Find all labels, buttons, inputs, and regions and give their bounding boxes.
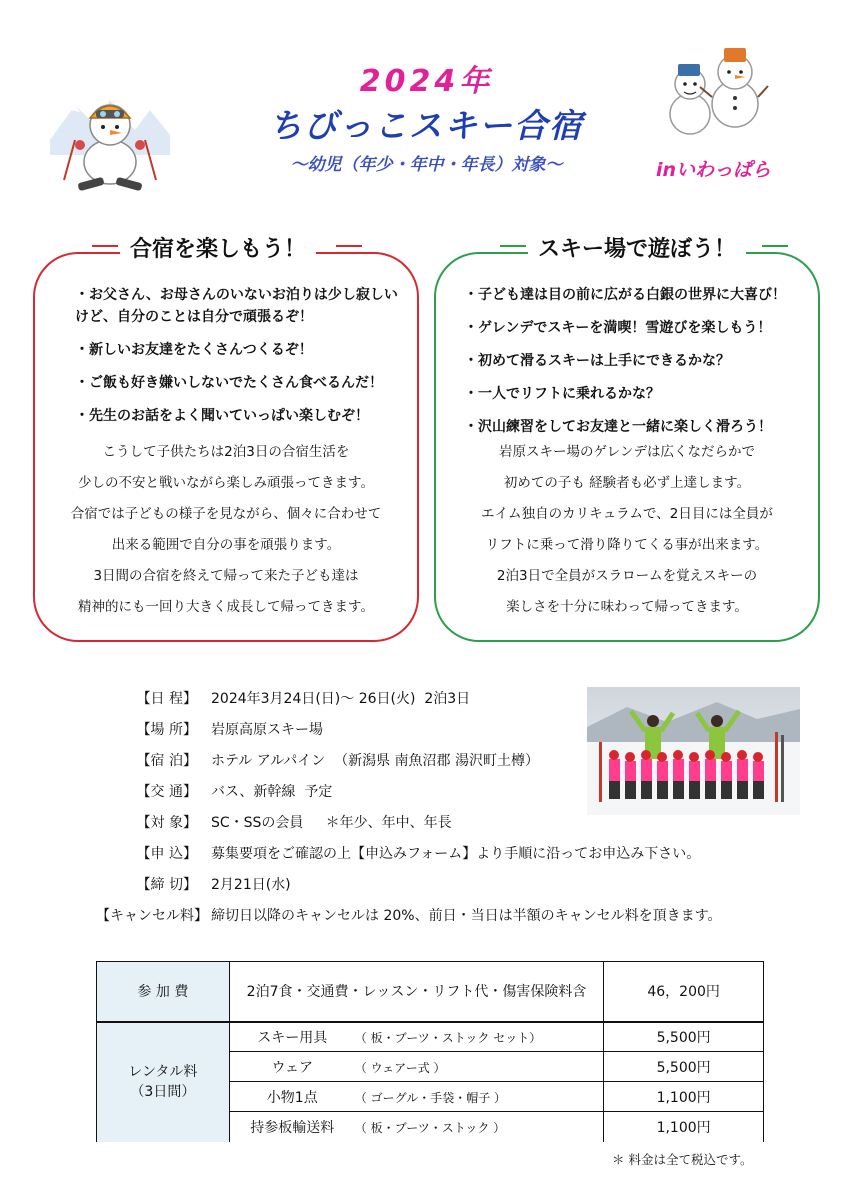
rental-item-price: 1,100円	[604, 1112, 764, 1142]
bullet-item: ・初めて滑るスキーは上手にできるかな？	[464, 353, 730, 369]
bullet-item: ・先生のお話をよく聞いていっぱい楽しむぞ！	[75, 408, 369, 424]
info-value: ホテル アルパイン （新潟県 南魚沼郡 湯沢町土樽）	[211, 752, 540, 769]
rental-item	[229, 1022, 603, 1052]
info-value: 2024年3月24日(日)～ 26日(火) 2泊3日	[211, 690, 471, 707]
rental-item-note: （ ゴーグル・手袋・帽子 ）	[354, 1090, 507, 1105]
bullet-item: ・一人でリフトに乗れるかな？	[464, 386, 660, 402]
info-label: 【宿 泊】	[136, 752, 197, 769]
paragraph-line: こうして子供たちは2泊3日の合宿生活を	[102, 444, 350, 460]
rental-item-price: 5,500円	[604, 1052, 764, 1082]
info-value: 岩原高原スキー場	[211, 721, 323, 738]
paragraph-line: 出来る範囲で自分の事を頑張ります。	[111, 537, 341, 553]
info-row	[96, 899, 796, 930]
rental-label-line: レンタル料	[128, 1064, 198, 1080]
rental-item-note: （ ウェアー式 ）	[354, 1060, 446, 1075]
bullet-item: ・ご飯も好き嫌いしないでたくさん食べるんだ！	[75, 375, 383, 391]
rental-label-line: （3日間）	[130, 1084, 196, 1100]
bullet-item: ・ゲレンデでスキーを満喫！雪遊びを楽しもう！	[464, 320, 772, 336]
ski-play-bullets	[464, 284, 809, 449]
table-row	[97, 1022, 764, 1052]
right-title-dash	[762, 245, 788, 247]
paragraph-line: エイム独自のカリキュラムで、2日目には全員が	[481, 506, 773, 522]
info-value: 2月21日(水)	[211, 876, 291, 893]
left-title-dash	[336, 245, 362, 247]
paragraph-line: 岩原スキー場のゲレンデは広くなだらかで	[499, 444, 755, 460]
enjoy-camp-bullets	[75, 284, 412, 438]
paragraph-line: 精神的にも一回り大きく成長して帰ってきます。	[78, 599, 374, 615]
info-label: 【申 込】	[136, 845, 197, 862]
ski-play-paragraph	[446, 437, 808, 623]
page-subtitle: ～幼児（年少・年中・年長）対象～	[290, 155, 563, 175]
paragraph-line: 楽しさを十分に味わって帰ってきます。	[506, 599, 748, 615]
rental-item-price: 1,100円	[604, 1082, 764, 1112]
paragraph-line: 初めての子も 経験者も必ず上達します。	[503, 475, 751, 491]
rental-label	[97, 1022, 230, 1142]
rental-item	[229, 1112, 603, 1142]
paragraph-line: リフトに乗って滑り降りてくる事が出来ます。	[485, 537, 769, 553]
info-value: 募集要項をご確認の上【申込みフォーム】より手順に沿ってお申込み下さい。	[211, 845, 701, 862]
rental-item-name: 小物1点	[266, 1089, 318, 1106]
rental-item-name: 持参板輸送料	[250, 1119, 335, 1136]
tax-footnote: ＊ 料金は全て税込です。	[612, 1152, 753, 1167]
info-label: 【キャンセル料】	[96, 907, 208, 924]
info-label: 【対 象】	[136, 814, 197, 831]
paragraph-line: 少しの不安と戦いながら楽しみ頑張ってきます。	[78, 475, 374, 491]
info-label: 【日 程】	[136, 690, 197, 707]
info-value: SC・SSの会員 ＊年少、年中、年長	[211, 814, 452, 831]
info-row	[96, 837, 796, 868]
rental-item-price: 5,500円	[604, 1022, 764, 1052]
info-value: バス、新幹線 予定	[211, 783, 333, 800]
fee-description: 2泊7食・交通費・レッスン・リフト代・傷害保険料含	[229, 962, 603, 1022]
location-label: inいわっぱら	[656, 159, 771, 181]
bullet-item: ・お父さん、お母さんのいないお泊りは少し寂しい けど、自分のことは自分で頑張るぞ！	[75, 287, 412, 325]
page-title: ちびっこスキー合宿	[269, 106, 584, 145]
title-year: 2024年	[359, 64, 494, 99]
enjoy-camp-paragraph	[46, 437, 406, 623]
bullet-item: ・沢山練習をしてお友達と一緒に楽しく滑ろう！	[464, 419, 772, 435]
info-row	[96, 868, 796, 899]
fee-price: 46，200円	[604, 962, 764, 1022]
rental-item-note: （ 板・ブーツ・ストック セット）	[354, 1030, 542, 1045]
two-snowmen-icon	[660, 42, 770, 142]
right-title-dash	[500, 245, 526, 247]
ski-group-photo	[587, 687, 800, 815]
fee-label: 参 加 費	[97, 962, 230, 1022]
rental-item	[229, 1082, 603, 1112]
info-label: 【場 所】	[136, 721, 197, 738]
rental-item-note: （ 板・ブーツ・ストック ）	[354, 1120, 506, 1135]
info-label: 【締 切】	[136, 876, 197, 893]
fee-table	[96, 961, 764, 1142]
bullet-item: ・新しいお友達をたくさんつくるぞ！	[75, 342, 313, 358]
snowman-skier-icon	[50, 80, 170, 195]
bullet-item: ・子ども達は目の前に広がる白銀の世界に大喜び！	[464, 287, 786, 303]
info-value: 締切日以降のキャンセルは 20%、前日・当日は半額のキャンセル料を頂きます。	[211, 907, 722, 924]
enjoy-camp-title: 合宿を楽しもう！	[120, 232, 316, 263]
paragraph-line: 合宿では子どもの様子を見ながら、個々に合わせて	[70, 506, 382, 522]
paragraph-line: 2泊3日で全員がスラロームを覚えスキーの	[496, 568, 758, 584]
ski-play-title: スキー場で遊ぼう！	[528, 232, 746, 263]
rental-item	[229, 1052, 603, 1082]
rental-item-name: ウェア	[271, 1059, 313, 1076]
table-row	[97, 962, 764, 1022]
paragraph-line: 3日間の合宿を終えて帰って来た子ども達は	[93, 568, 359, 584]
left-title-dash	[92, 245, 118, 247]
rental-item-name: スキー用具	[257, 1029, 328, 1046]
info-label: 【交 通】	[136, 783, 197, 800]
